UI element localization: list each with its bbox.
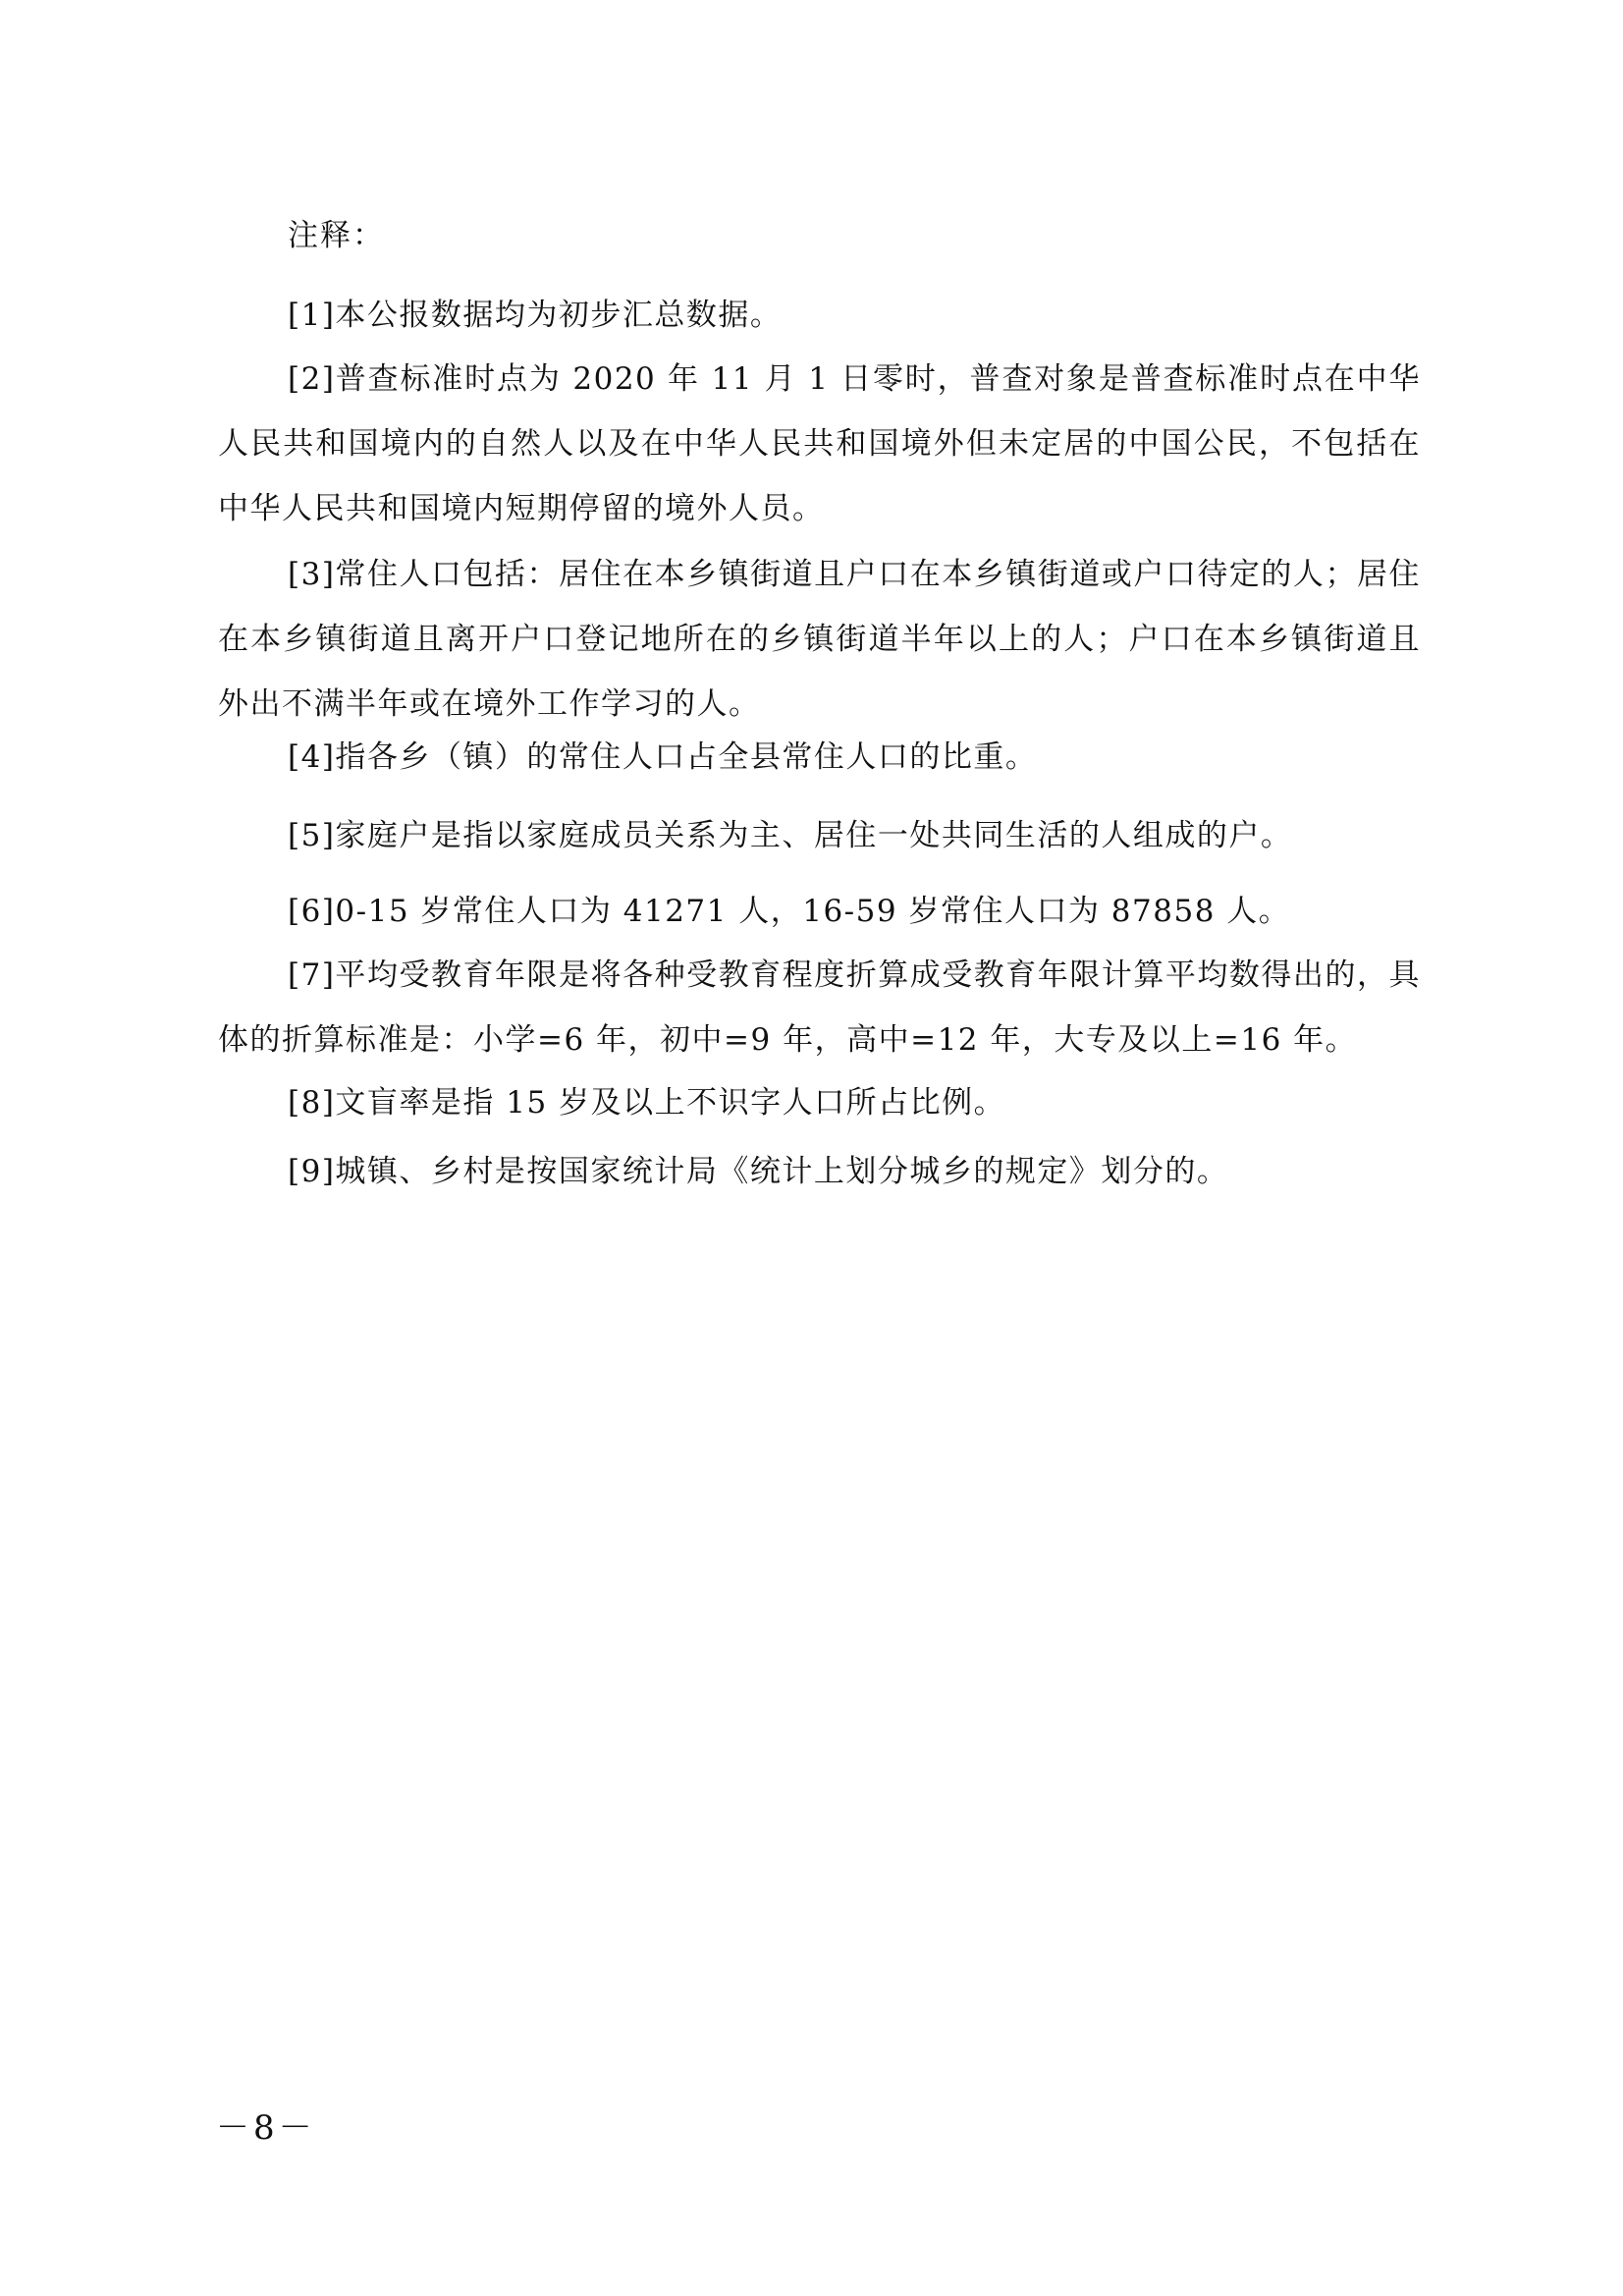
note-item-1: [1]本公报数据均为初步汇总数据。 [288,298,783,333]
note-item-3: [3]常住人口包括：居住在本乡镇街道且户口在本乡镇街道或户口待定的人；居住在本乡镇街道且离开户口登记地所在的乡镇街道半年以上的人；户口在本乡镇街道且外出不满半年或在境外工作学习的人。 [218,557,1421,722]
page-number: －8－ [216,2108,316,2148]
note-item-2: [2]普查标准时点为 2020 年 11 月 1 日零时，普查对象是普查标准时点在中华人民共和国境内的自然人以及在中华人民共和国境外但未定居的中国公民，不包括在中华人民共和国境内短期停留的境外人员。 [218,361,1421,526]
note-item-5: [5]家庭户是指以家庭成员关系为主、居住一处共同生活的人组成的户。 [288,818,1293,853]
note-item-7: [7]平均受教育年限是将各种受教育程度折算成受教育年限计算平均数得出的，具体的折算标准是：小学=6 年，初中=9 年，高中=12 年，大专及以上=16 年。 [218,957,1421,1058]
note-item-4: [4]指各乡（镇）的常住人口占全县常住人口的比重。 [288,739,1038,775]
note-item-9: [9]城镇、乡村是按国家统计局《统计上划分城乡的规定》划分的。 [288,1154,1229,1189]
note-item-8: [8]文盲率是指 15 岁及以上不识字人口所占比例。 [288,1085,1006,1121]
note-item-6: [6]0-15 岁常住人口为 41271 人，16-59 岁常住人口为 87858 人。 [288,894,1291,929]
notes-heading: 注释： [288,218,385,253]
